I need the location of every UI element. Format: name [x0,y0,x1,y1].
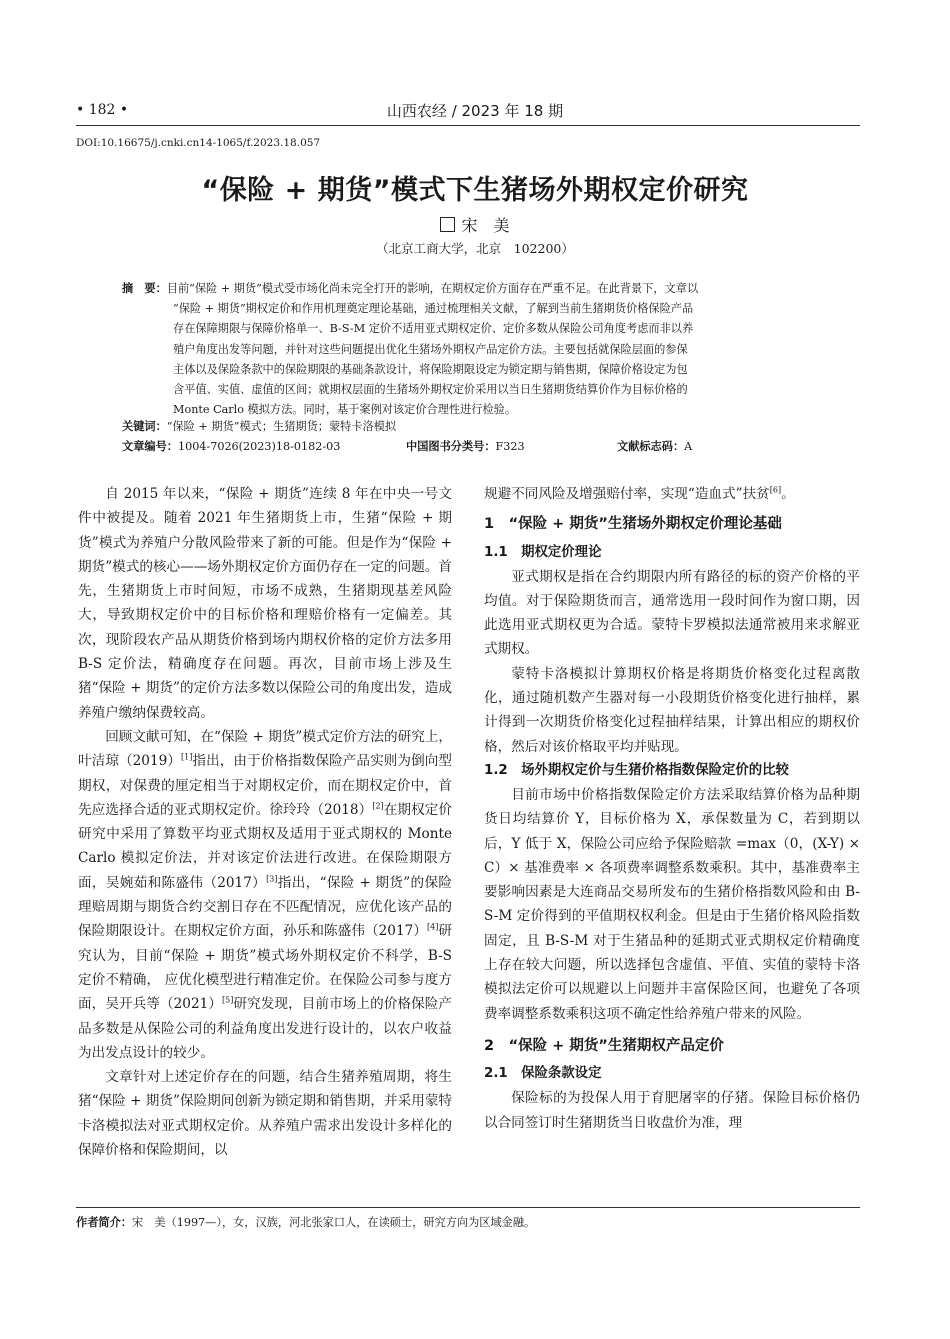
article-number-value: 1004-7026(2023)18-0182-03 [177,440,341,453]
abstract-text: 目前“保险 + 期货”模式受市场化尚未完全打开的影响，在期权定价方面存在严重不足。在此背景下，文章以 [166,282,699,295]
intro-paragraph-3-cont: 规避不同风险及增强赔付率，实现“造血式”扶贫[6]。 [484,485,795,502]
section-1-1-paragraph-1: 亚式期权是指在合约期限内所有路径的标的资产价格的平均值。对于保险期货而言，通常选用一段时间作为窗口期，因此选用亚式期权更为合适。蒙特卡罗模拟法通常被用来求解亚式期权。 [484,568,860,658]
page-number: • 182 • [76,102,129,118]
section-1-2-paragraph: 目前市场中价格指数保险定价方法采取结算价格为品种期货日均结算价 Y，目标价格为 X，承保数量为 C，若到期以后，Y 低于 X，保险公司应给予保险赔款 =max（0，(X-Y) × C）× 基准费率 × 各项费率调整系数乘积。其中，基准费率主要影响因素是大连商品交易所发布的生猪价格指数风险和由 B-S-M 定价得到的平值期权权利金。但是由于生猪价格风险指数固定，且 B-S-M 对于生猪品种的延期式亚式期权定价精确度上存在较大问题，所以选择包含虚值、平值、实值的蒙特卡洛模拟法定价可以规避以上问题并丰富保险区间，也避免了各项费率调整系数乘积这项不确定性给养殖户带来的风险。 [484,786,860,1022]
section-2-1-paragraph: 保险标的为投保人用于育肥屠宰的仔猪。保险目标价格仍以合同签订时生猪期货当日收盘价为准，理 [484,1090,860,1131]
citation-marker: [3] [266,874,278,884]
abstract-line-6: 含平值、实值、虚值的区间；就期权层面的生猪场外期权定价采用以当日生猪期货结算价作为目标价格的 [173,383,688,397]
footnote-rule [76,1207,860,1208]
clc-number [406,438,525,454]
header-rule [76,125,860,126]
left-column [78,482,452,1162]
abstract [122,279,822,420]
abstract-line-5: 主体以及保险条款中的保险期限的基础条款设计，将保险期限设定为锁定期与销售期，保障价格设定为包 [173,362,688,376]
clc-value: F323 [495,440,525,453]
intro-paragraph-3: 文章针对上述定价存在的问题，结合生猪养殖周期，将生猪“保险 + 期货”保险期间创新为锁定期和销售期，并采用蒙特卡洛模拟法对亚式期权定价。从养殖户需求出发设计多样化的保障价格和保险期间，以 [78,1069,452,1159]
citation-marker: [2] [372,801,384,811]
doi: DOI:10.16675/j.cnki.cn14-1065/f.2023.18.057 [76,137,321,149]
keywords [122,418,396,434]
author-bio-label: 作者简介： [76,1216,132,1229]
abstract-label: 摘 要： [122,282,167,295]
section-1-heading: 1 “保险 + 期货”生猪场外期权定价理论基础 [484,516,782,533]
section-1-2-heading: 1.2 场外期权定价与生猪价格指数保险定价的比较 [484,762,789,778]
section-2-1-heading: 2.1 保险条款设定 [484,1066,602,1082]
author-bio-text: 宋 美（1997—），女，汉族，河北张家口人，在读硕士，研究方向为区域金融。 [131,1216,536,1229]
paper-title: “保险 + 期货”模式下生猪场外期权定价研究 [201,175,749,206]
citation-marker: [1] [181,752,193,762]
keywords-label: 关键词： [122,420,167,433]
abstract-line-4: 殖户角度出发等问题，并针对这些问题提出优化生猪场外期权产品定价方法。主要包括就保险层面的参保 [173,342,688,356]
citation-marker: [5] [222,995,234,1005]
doc-code-value: A [684,440,693,453]
abstract-line-3: 存在保障期限与保障价格单一、B-S-M 定价不适用亚式期权定价、定价多数从保险公司角度考虑而非以养 [173,322,694,336]
affiliation: （北京工商大学，北京 102200） [376,241,574,256]
doc-code [617,438,692,454]
abstract-line-1 [122,279,822,299]
intro-paragraph-2: 回顾文献可知，在“保险 + 期货”模式定价方法的研究上，叶洁琼（2019）[1]指出，由于价格指数保险产品实则为倒向型期权，对保费的厘定相当于对期权定价，而在期权定价中，首先应选择合适的亚式期权定价。徐玲玲（2018）[2]在期权定价研究中采用了算数平均亚式期权及适用于亚式期权的 Monte Carlo 模拟定价法，并对该定价法进行改进。在保险期限方面，吴婉茹和陈盛伟（2017）[3]指出，“保险 + 期货”的保险理赔周期与期货合约交割日存在不匹配情况，应优化该产品的保险期限设计。在期权定价方面，孙乐和陈盛伟（2017）[4]研究认为，目前“保险 + 期货”模式场外期权定价不科学，B-S 定价不精确， 应优化模型进行精准定价。在保险公司参与度方面，吴开兵等（2021）[5]研究发现，目前市场上的价格保险产品多数是从保险公司的利益角度出发进行设计的，以农户收益为出发点设计的较少。 [78,728,453,1061]
keywords-text: “保险 + 期货”模式；生猪期货；蒙特卡洛模拟 [166,420,397,433]
intro-paragraph-1: 自 2015 年以来，“保险 + 期货”连续 8 年在中央一号文件中被提及。随着 2021 年生猪期货上市，生猪“保险 + 期货”模式为养殖户分散风险带来了新的可能。但是作为“保险 + 期货”模式的核心——场外期权定价方面仍存在一定的问题。首先，生猪期货上市时间短，市场不成熟，生猪期现基差风险大，导致期权定价中的目标价格和理赔价格有一定偏差。其次，现阶段农产品从期货价格到场内期权价格的定价方法多用 B-S 定价法，精确度存在问题。再次，目前市场上涉及生猪“保险 + 期货”的定价方法多数以保险公司的角度出发，造成养殖户缴纳保费较高。 [78,486,452,721]
doc-code-label: 文献标志码： [617,440,685,453]
right-column [484,482,860,1135]
citation-marker: [4] [427,922,439,932]
citation-marker: [6] [769,485,782,495]
section-2-heading: 2 “保险 + 期货”生猪期权产品定价 [484,1037,724,1054]
author-line [0,213,950,236]
article-number-label: 文章编号： [122,440,178,453]
clc-label: 中国图书分类号： [406,440,496,453]
author-bio [76,1214,535,1230]
abstract-line-2: “保险 + 期货”期权定价和作用机理奠定理论基础，通过梳理相关文献，了解到当前生猪期货价格保险产品 [173,302,694,316]
author-name: 宋 美 [461,216,510,235]
abstract-line-7: Monte Carlo 模拟方法。同时，基于案例对该定价合理性进行检验。 [173,403,517,417]
author-box-icon [440,217,455,232]
section-1-1-heading: 1.1 期权定价理论 [484,544,602,560]
journal-name: 山西农经 / 2023 年 18 期 [386,102,564,120]
section-1-1-paragraph-2: 蒙特卡洛模拟计算期权价格是将期货价格变化过程离散化，通过随机数产生器对每一小段期货价格变化进行抽样，累计得到一次期货价格变化过程抽样结果，计算出相应的期权价格，然后对该价格取平均并贴现。 [484,665,860,755]
article-number [122,438,340,454]
